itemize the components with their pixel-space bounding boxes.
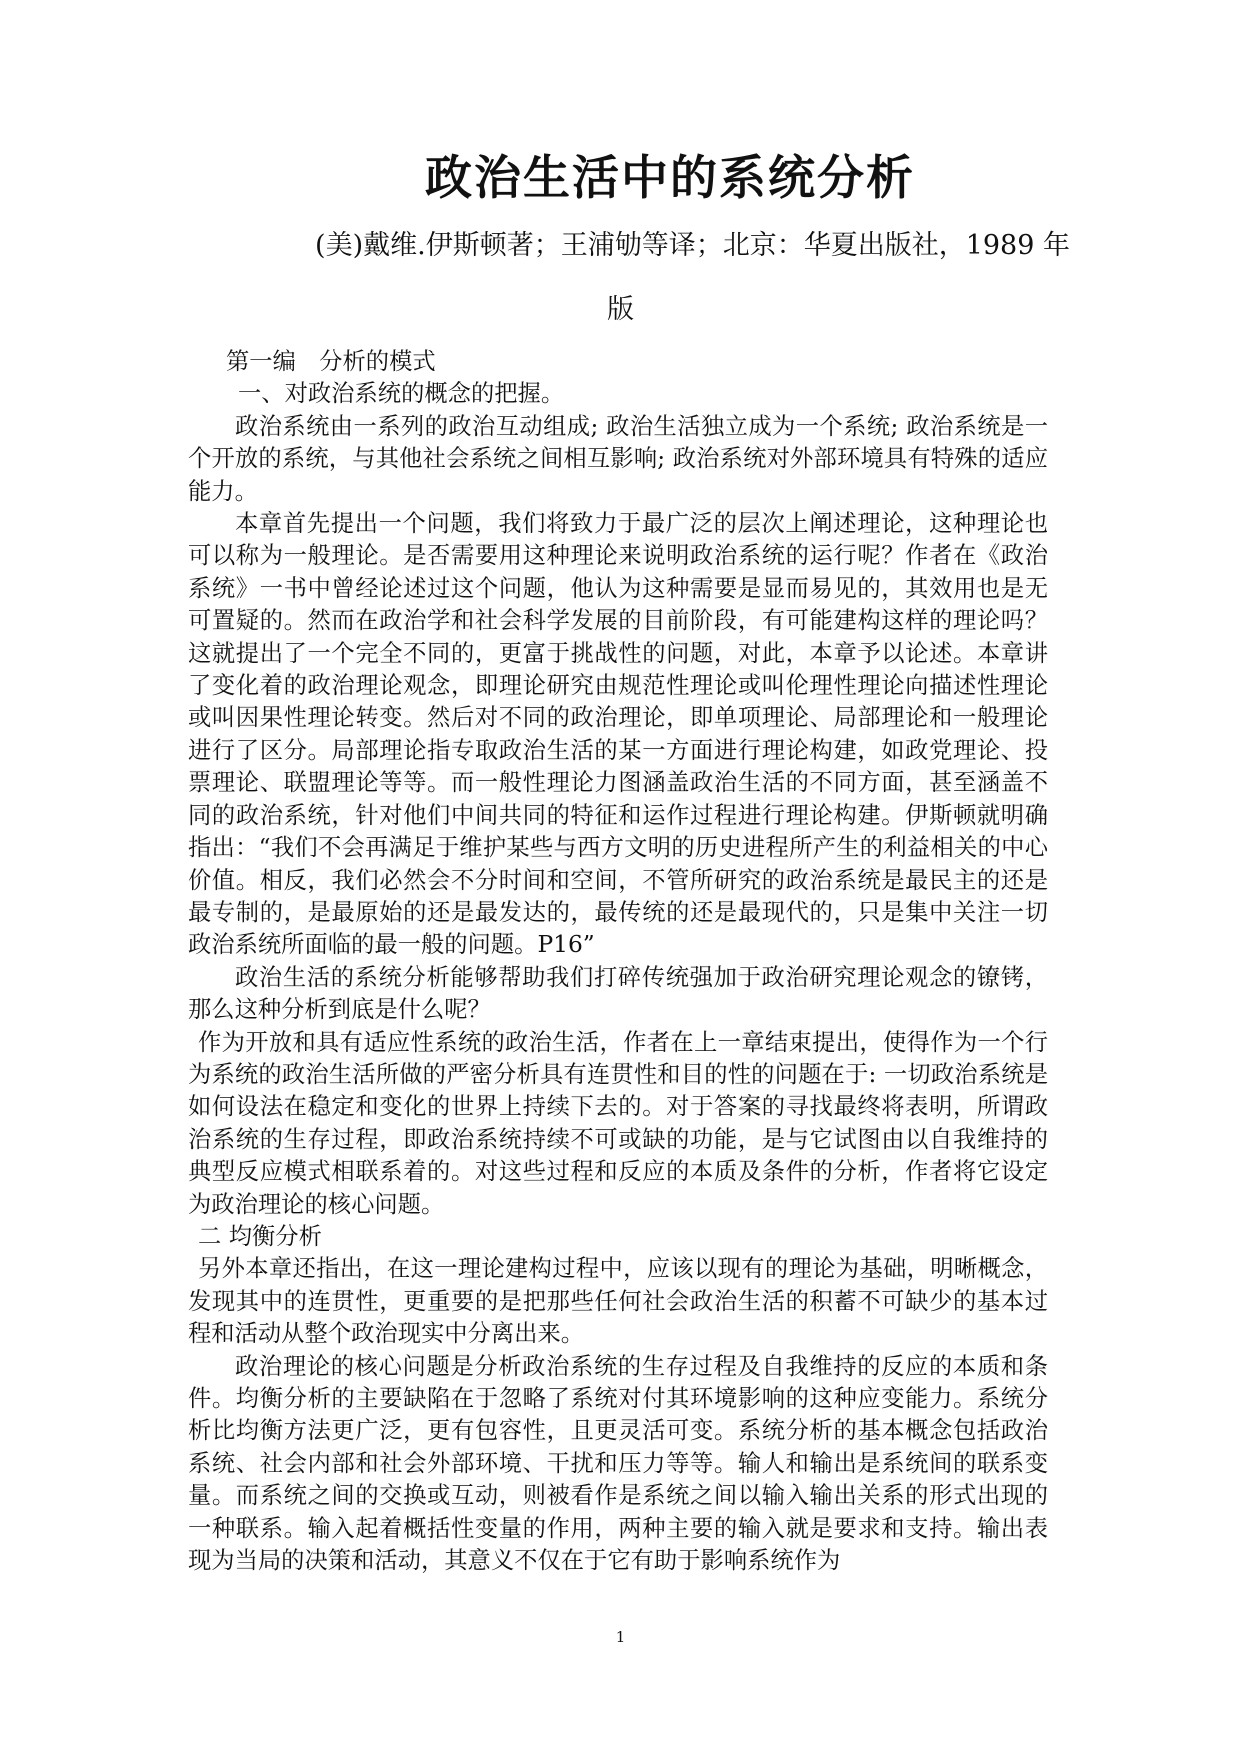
paragraph-4: 作为开放和具有适应性系统的政治生活，作者在上一章结束提出，使得作为一个行为系统的政治生活所做的严密分析具有连贯性和目的性的问题在于: 一切政治系统是如何设法在稳定和变化的世界上持续下去的。对于答案的寻找最终将表明，所谓政治系统的生存过程，即政治系统持续不可或缺的功能，是与它试图由以自我维持的典型反应模式相联系着的。对这些过程和反应的本质及条件的分析，作者将它设定为政治理论的核心问题。 [188,1028,1048,1218]
document-subtitle-line-2: 版 [607,294,634,325]
paragraph-5: 另外本章还指出，在这一理论建构过程中，应该以现有的理论为基础，明晰概念，发现其中的连贯性，更重要的是把那些任何社会政治生活的积蓄不可缺少的基本过程和活动从整个政治现实中分离出来。 [188,1255,1048,1348]
paragraph-1: 政治系统由一系列的政治互动组成; 政治生活独立成为一个系统; 政治系统是一个开放的系统，与其他社会系统之间相互影响; 政治系统对外部环境具有特殊的适应能力。 [188,412,1048,505]
section-heading-two: 二 均衡分析 [198,1222,322,1250]
document-subtitle-line-1: (美)戴维.伊斯顿著；王浦劬等译；北京：华夏出版社，1989 年 [315,230,1070,261]
document-body [188,346,1048,1577]
paragraph-3: 政治生活的系统分析能够帮助我们打碎传统强加于政治研究理论观念的镣铐，那么这种分析到底是什么呢？ [188,963,1048,1024]
part-heading: 第一编 分析的模式 [226,348,436,375]
section-heading-one: 一、对政治系统的概念的把握。 [238,380,565,408]
paragraph-6: 政治理论的核心问题是分析政治系统的生存过程及自我维持的反应的本质和条件。均衡分析的主要缺陷在于忽略了系统对付其环境影响的这种应变能力。系统分析比均衡方法更广泛，更有包容性，且更灵活可变。系统分析的基本概念包括政治系统、社会内部和社会外部环境、干扰和压力等等。输人和输出是系统间的联系变量。而系统之间的交换或互动，则被看作是系统之间以输入输出关系的形式出现的一种联系。输入起着概括性变量的作用，两种主要的输入就是要求和支持。输出表现为当局的决策和活动，其意义不仅在于它有助于影响系统作为 [188,1352,1048,1575]
page-number: 1 [615,1628,626,1646]
paragraph-2: 本章首先提出一个问题，我们将致力于最广泛的层次上阐述理论，这种理论也可以称为一般理论。是否需要用这种理论来说明政治系统的运行呢？作者在《政治系统》一书中曾经论述过这个问题，他认为这种需要是显而易见的，其效用也是无可置疑的。然而在政治学和社会科学发展的目前阶段，有可能建构这样的理论吗？这就提出了一个完全不同的，更富于挑战性的问题，对此，本章予以论述。本章讲了变化着的政治理论观念，即理论研究由规范性理论或叫伦理性理论向描述性理论或叫因果性理论转变。然后对不同的政治理论，即单项理论、局部理论和一般理论进行了区分。局部理论指专取政治生活的某一方面进行理论构建，如政党理论、投票理论、联盟理论等等。而一般性理论力图涵盖政治生活的不同方面，甚至涵盖不同的政治系统，针对他们中间共同的特征和运作过程进行理论构建。伊斯顿就明确指出：“我们不会再满足于维护某些与西方文明的历史进程所产生的利益相关的中心价值。相反，我们必然会不分时间和空间，不管所研究的政治系统是最民主的还是最专制的，是最原始的还是最发达的，最传统的还是最现代的，只是集中关注一切政治系统所面临的最一般的问题。P16” [188,510,1048,959]
document-title: 政治生活中的系统分析 [425,151,915,206]
